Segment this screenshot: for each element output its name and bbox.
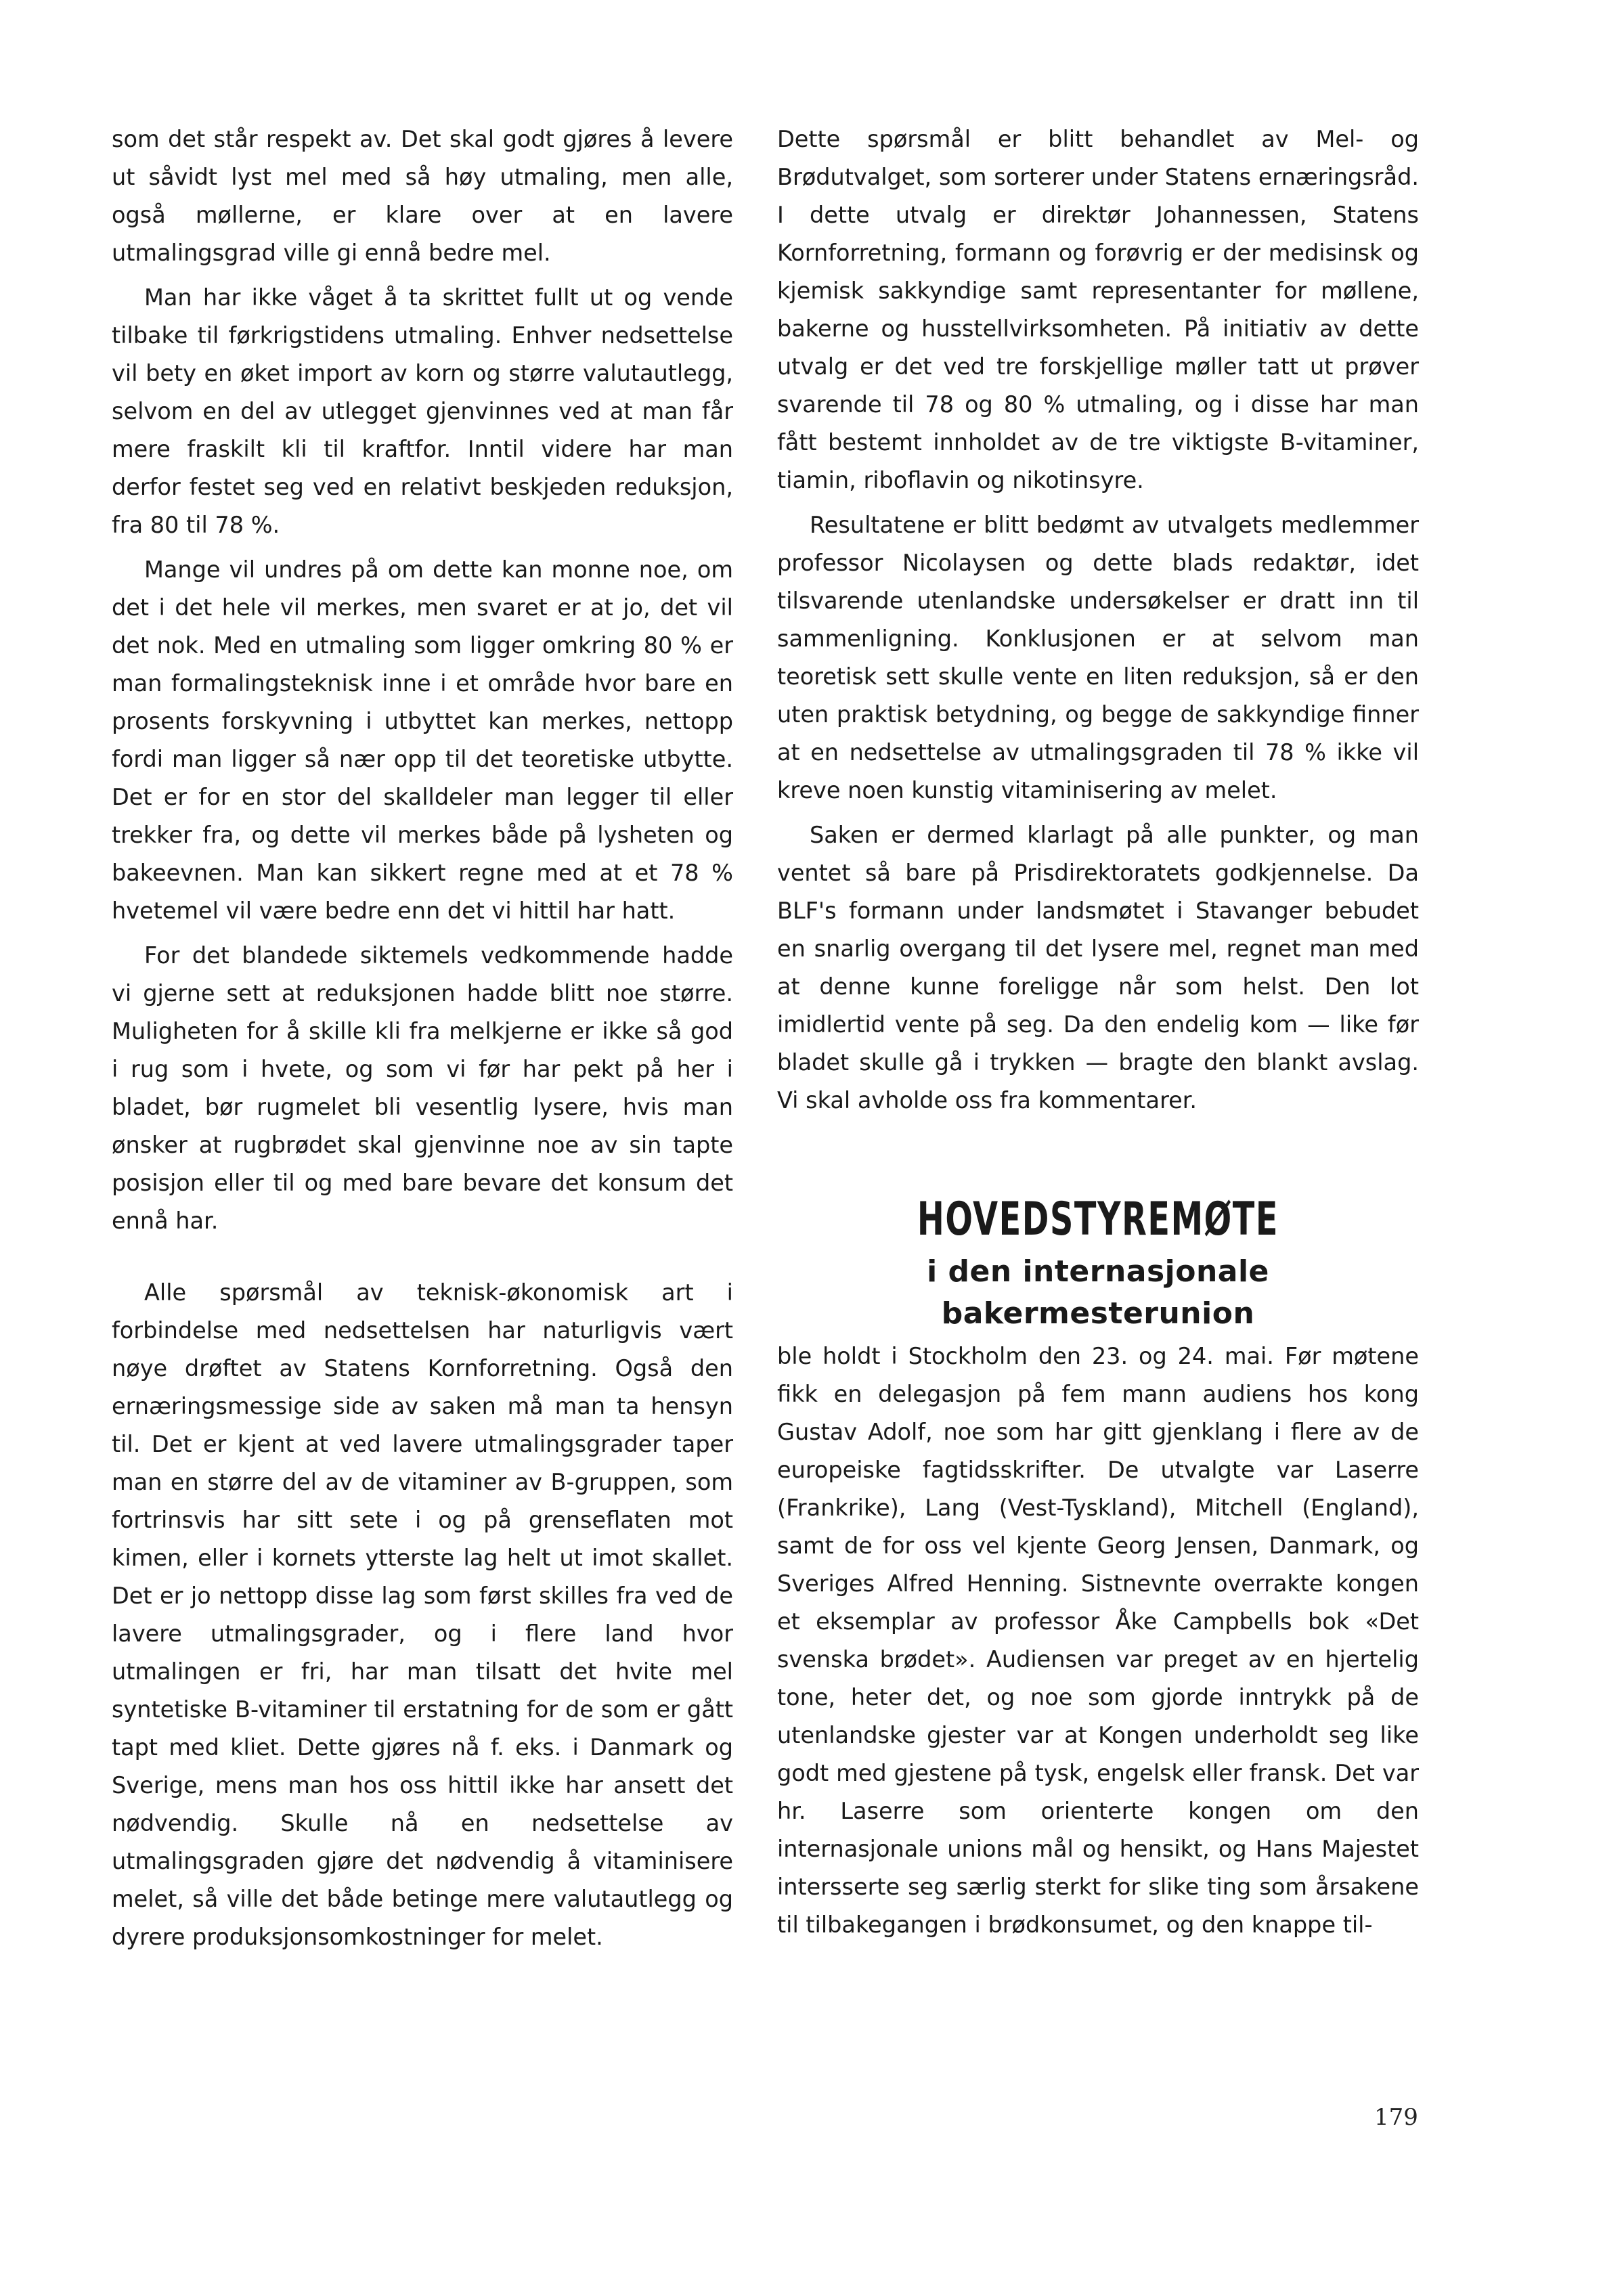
left-paragraph-5: Alle spørsmål av teknisk-økonomisk art i forbindelse med nedsettelsen har naturligvis vært nøye drøftet av Statens Kornforretning. Også den ernæringsmessige side av saken må man ta hensyn til. Det er kjent at ved lavere utmalingsgrader taper man en større del av de vitaminer av B-gruppen, som fortrinsvis har sitt sete i og på grenseflaten mot kimen, eller i kornets ytterste lag helt ut imot skallet. Det er jo nettopp disse lag som først skilles fra ved de lavere utmalingsgrader, og i flere land hvor utmalingen er fri, har man tilsatt det hvite mel syntetiske B-vitaminer til erstatning for de som er gått tapt med kliet. Dette gjøres nå f. eks. i Danmark og Sverige, mens man hos oss hittil ikke har ansett det nødvendig. Skulle nå en nedsettelse av utmalingsgraden gjøre det nødvendig å vitaminisere melet, så ville det både betinge mere valutautlegg og dyrere produksjonsomkostninger for melet. <box>112 1279 733 1950</box>
right-paragraph-1: Dette spørsmål er blitt behandlet av Mel- og Brødutvalget, som sorterer under Statens ernæringsråd. I dette utvalg er direktør Johannessen, Statens Kornforretning, formann og forøvrig er der medisinsk og kjemisk sakkyndige samt representanter for møllene, bakerne og husstellvirksomheten. På initiativ av dette utvalg er det ved tre forskjellige møller tatt ut prøver svarende til 78 og 80 % utmaling, og i disse har man fått bestemt innholdet av de tre viktigste B-vitaminer, tiamin, riboflavin og nikotinsyre. <box>777 126 1419 493</box>
right-column <box>777 120 1419 1951</box>
left-paragraph-2: Man har ikke våget å ta skrittet fullt ut og vende tilbake til førkrigstidens utmaling. Enhver nedsettelse vil bety en øket import av korn og større valutautlegg, selvom en del av utlegget gjenvinnes ved at man får mere fraskilt kli til kraftfor. Inntil videre har man derfor festet seg ved en relativt beskjeden reduksjon, fra 80 til 78 %. <box>112 284 733 538</box>
left-paragraph-3: Mange vil undres på om dette kan monne noe, om det i det hele vil merkes, men svaret er at jo, det vil det nok. Med en utmaling som ligger omkring 80 % er man formalingsteknisk inne i et område hvor bare en prosents forskyvning i utbyttet kan merkes, nettopp fordi man ligger så nær opp til det teoretiske utbytte. Det er for en stor del skalldeler man legger til eller trekker fra, og dette vil merkes både på lysheten og bakeevnen. Man kan sikkert regne med at et 78 % hvetemel vil være bedre enn det vi hittil har hatt. <box>112 556 733 924</box>
article-subtitle: i den internasjonale bakermesterunion <box>927 1254 1269 1331</box>
article-paragraph: ble holdt i Stockholm den 23. og 24. mai. Før møtene fikk en delegasjon på fem mann audiens hos kong Gustav Adolf, noe som har gitt gjenklang i flere av de europeiske fagtidsskrifter. De utvalgte var Laserre (Frankrike), Lang (Vest-Tyskland), Mitchell (England), samt de for oss vel kjente Georg Jensen, Danmark, og Sveriges Alfred Henning. Sistnevnte overrakte kongen et eksemplar av professor Åke Campbells bok «Det svenska brødet». Audiensen var preget av en hjertelig tone, heter det, og noe som gjorde inntrykk på de utenlandske gjester var at Kongen underholdt seg like godt med gjestene på tysk, engelsk eller fransk. Det var hr. Laserre som orienterte kongen om den internasjonale unions mål og hensikt, og Hans Majestet intersserte seg særlig sterkt for slike ting som årsakene til tilbakegangen i brødkonsumet, og den knappe til- <box>777 1343 1419 1938</box>
article-title: HOVEDSTYREMØTE <box>917 1193 1279 1246</box>
right-paragraph-2: Resultatene er blitt bedømt av utvalgets medlemmer professor Nicolaysen og dette blads redaktør, idet tilsvarende utenlandske undersøkelser er dratt inn til sammenligning. Konklusjonen er at selvom man teoretisk sett skulle vente en liten reduksjon, så er den uten praktisk betydning, og begge de sakkyndige finner at en nedsettelse av utmalingsgraden til 78 % ikke vil kreve noen kunstig vitaminisering av melet. <box>777 512 1419 803</box>
page-number: 179 <box>1374 2104 1418 2131</box>
left-column <box>112 120 733 1963</box>
right-paragraph-3: Saken er dermed klarlagt på alle punkter, og man ventet så bare på Prisdirektoratets godkjennelse. Da BLF's formann under landsmøtet i Stavanger bebudet en snarlig overgang til det lysere mel, regnet man med at denne kunne foreligge når som helst. Den lot imidlertid vente på seg. Da den endelig kom — like før bladet skulle gå i trykken — bragte den blankt avslag. Vi skal avholde oss fra kommentarer. <box>777 822 1419 1113</box>
article-heading <box>777 1193 1419 1335</box>
left-paragraph-4: For det blandede siktemels vedkommende hadde vi gjerne sett at reduksjonen hadde blitt noe større. Muligheten for å skille kli fra melkjerne er ikke så god i rug som i hvete, og som vi før har pekt på her i bladet, bør rugmelet bli vesentlig lysere, hvis man ønsker at rugbrødet skal gjenvinne noe av sin tapte posisjon eller til og med bare bevare det konsum det ennå har. <box>112 942 733 1234</box>
left-paragraph-1: som det står respekt av. Det skal godt gjøres å levere ut såvidt lyst mel med så høy utmaling, men alle, også møllerne, er klare over at en lavere utmalingsgrad ville gi ennå bedre mel. <box>112 126 733 266</box>
